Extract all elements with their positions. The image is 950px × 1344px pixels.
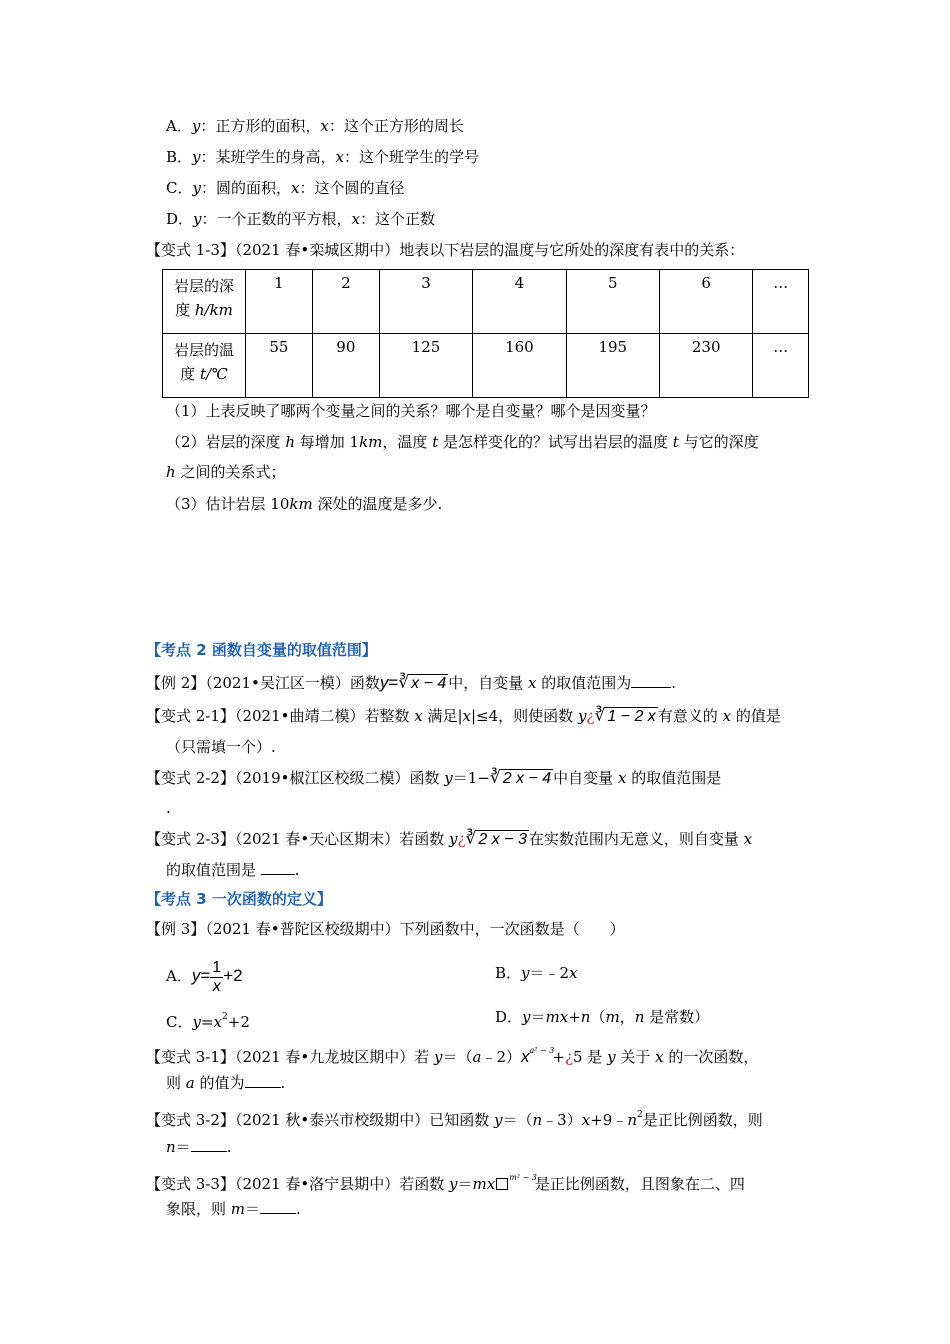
text-run: （2021 春•天心区期末）若函数 bbox=[234, 830, 449, 848]
text-run: mx bbox=[472, 1175, 496, 1193]
text-run: t bbox=[672, 433, 679, 451]
text-run: x bbox=[569, 964, 578, 982]
text-run: h/km bbox=[194, 301, 233, 319]
option-label: D． bbox=[166, 210, 194, 228]
text-run: 的值是 bbox=[731, 707, 781, 725]
text-run: y bbox=[379, 673, 389, 692]
text-run: n bbox=[532, 1111, 543, 1129]
text-run: y bbox=[577, 707, 587, 725]
text-run: x bbox=[722, 707, 732, 725]
variant-3-3-cont bbox=[166, 1199, 301, 1219]
option-text: ：圆的面积， bbox=[200, 179, 291, 197]
text-run: ＝ bbox=[530, 1008, 546, 1026]
answer-blank[interactable] bbox=[191, 1151, 227, 1152]
text-run: n bbox=[634, 1008, 645, 1026]
text-run: 的取值范围为 bbox=[536, 674, 632, 692]
variant-3-1 bbox=[146, 1041, 758, 1067]
sub-question-2-cont bbox=[166, 462, 285, 482]
text-run: （2）岩层的深度 bbox=[166, 433, 286, 451]
text-run: 度 bbox=[175, 301, 195, 319]
text-run: ¿ bbox=[457, 830, 466, 848]
text-run: t/℃ bbox=[199, 365, 228, 383]
text-run: y bbox=[607, 1048, 616, 1066]
variant-2-1 bbox=[146, 706, 781, 726]
option-text: ：这个正方形的周长 bbox=[328, 117, 464, 135]
text-run: y bbox=[449, 1175, 458, 1193]
text-run: 是正比例函数，则 bbox=[642, 1111, 763, 1129]
text-run: 是常数） bbox=[644, 1008, 710, 1026]
variant-2-1-cont: （只需填一个）. bbox=[166, 738, 276, 756]
text-run: 是怎样变化的？试写出岩层的温度 bbox=[438, 433, 673, 451]
text-run: 满足| bbox=[422, 707, 463, 725]
option-a bbox=[166, 116, 464, 136]
text-run: 有意义的 bbox=[657, 707, 723, 725]
text-run: +9﹣ bbox=[590, 1111, 628, 1129]
row-header-depth bbox=[163, 270, 246, 334]
text-run: 每增加 1 bbox=[294, 433, 360, 451]
option-text: ：这个班学生的学号 bbox=[344, 148, 480, 166]
text-run: ， bbox=[619, 1008, 635, 1026]
table-cell: 4 bbox=[473, 270, 566, 334]
text-run: 的值为 bbox=[194, 1074, 245, 1092]
text-run: . bbox=[294, 861, 300, 879]
text-run: km bbox=[289, 495, 313, 513]
variant-3-2-cont bbox=[166, 1137, 231, 1157]
text-run: ＝ bbox=[245, 1200, 261, 1218]
text-run: 的取值范围是 bbox=[626, 769, 722, 787]
text-run: 1 bbox=[212, 958, 222, 976]
text-run: ＝ bbox=[457, 1175, 473, 1193]
text-run: 象限，则 bbox=[166, 1200, 231, 1218]
var: y bbox=[192, 148, 201, 166]
variant-2-2 bbox=[146, 768, 721, 788]
text-run: x bbox=[617, 769, 627, 787]
text-run: a² − 3 bbox=[529, 1046, 555, 1055]
var: y bbox=[192, 179, 201, 197]
text-run: y bbox=[522, 1008, 531, 1026]
text-run: ＝（ bbox=[442, 1048, 473, 1066]
symbol: ∛ bbox=[465, 829, 477, 848]
text-run: km bbox=[359, 433, 383, 451]
row-header-temperature bbox=[163, 334, 246, 398]
answer-blank[interactable] bbox=[260, 1213, 296, 1214]
variant-2-2-cont: . bbox=[166, 799, 171, 817]
text-run: mx bbox=[545, 1008, 569, 1026]
option-label: C． bbox=[166, 179, 193, 197]
text-run: ﹣2） bbox=[481, 1048, 521, 1066]
question-text: （2021 春•栾城区期中）地表以下岩层的温度与它所处的深度有表中的关系： bbox=[234, 241, 745, 259]
text-run: + bbox=[568, 1008, 581, 1026]
text-run: 5 是 bbox=[572, 1048, 608, 1066]
sub-question-1: （1）上表反映了哪两个变量之间的关系？哪个是自变量？哪个是因变量？ bbox=[166, 402, 656, 420]
text-run: ＝ bbox=[175, 1138, 191, 1156]
text-run: 度 bbox=[180, 365, 200, 383]
ex3-option-a bbox=[166, 958, 243, 996]
ex3-option-d bbox=[495, 1007, 709, 1027]
text-run: （3）估计岩层 10 bbox=[166, 495, 290, 513]
text-run: （2021 春•洛宁县期中）若函数 bbox=[234, 1175, 449, 1193]
variant-1-3-stem bbox=[146, 240, 744, 260]
text-run: y bbox=[434, 1048, 443, 1066]
text-run: 岩层的深 bbox=[173, 277, 234, 295]
text-run: 【变式 2-2】 bbox=[146, 769, 235, 787]
table-cell: 195 bbox=[566, 334, 659, 398]
text-run: 在实数范围内无意义，则自变量 bbox=[528, 830, 744, 848]
text-run: 则 bbox=[166, 1074, 186, 1092]
table-cell: 230 bbox=[660, 334, 753, 398]
var: x bbox=[320, 117, 329, 135]
text-run: x bbox=[528, 674, 537, 692]
text-run: （2021 春•普陀区校级期中）下列函数中，一次函数是（ ） bbox=[205, 920, 625, 938]
table-row bbox=[163, 270, 809, 334]
ex3-option-c bbox=[166, 1007, 250, 1032]
table-cell: … bbox=[753, 334, 809, 398]
table-cell: 2 bbox=[312, 270, 379, 334]
variant-2-3 bbox=[146, 829, 752, 849]
answer-blank[interactable] bbox=[245, 1087, 281, 1088]
example-2 bbox=[146, 673, 676, 693]
fraction bbox=[210, 959, 223, 996]
text-run: t bbox=[432, 433, 439, 451]
text-run: h bbox=[285, 433, 295, 451]
text-run: 【变式 3-3】 bbox=[146, 1175, 235, 1193]
text-run: m bbox=[230, 1200, 246, 1218]
text-run: （2019•椒江区校级二模）函数 bbox=[234, 769, 445, 787]
radicand: 2 x − 4 bbox=[502, 770, 552, 787]
text-run: B． bbox=[495, 964, 522, 982]
sub-question-3 bbox=[166, 494, 442, 514]
text-run: x bbox=[521, 1047, 530, 1066]
text-run: 中自变量 bbox=[553, 769, 618, 787]
option-text: ：某班学生的身高， bbox=[200, 148, 336, 166]
text-run: y bbox=[494, 1111, 503, 1129]
text-run: 【变式 3-2】 bbox=[146, 1111, 235, 1129]
text-run: ¿ bbox=[586, 707, 595, 725]
option-c bbox=[166, 178, 404, 198]
text-run: 【例 3】 bbox=[146, 920, 206, 938]
radicand: x − 4 bbox=[411, 675, 447, 692]
text-run: ＝1− bbox=[452, 769, 490, 787]
option-text: ：一个正数的平方根， bbox=[201, 210, 352, 228]
text-run: y bbox=[444, 769, 453, 787]
symbol: ∛ bbox=[594, 706, 606, 725]
text-run: 【例 2】 bbox=[146, 674, 206, 692]
text-run: （2021 秋•泰兴市校级期中）已知函数 bbox=[234, 1111, 494, 1129]
var: x bbox=[351, 210, 360, 228]
text-run: = bbox=[200, 1013, 214, 1031]
var: x bbox=[290, 179, 300, 197]
table-cell: … bbox=[753, 270, 809, 334]
section-title-kd3: 【考点 3 一次函数的定义】 bbox=[146, 890, 332, 908]
answer-blank[interactable] bbox=[261, 874, 295, 875]
text-run: （ bbox=[590, 1008, 606, 1026]
table-cell: 5 bbox=[566, 270, 659, 334]
option-b bbox=[166, 147, 479, 167]
text-run: h bbox=[166, 463, 176, 481]
table-cell: 160 bbox=[473, 334, 566, 398]
variant-2-3-cont bbox=[166, 860, 300, 880]
text-run: （2021•吴江区一模）函数 bbox=[205, 674, 380, 692]
text-run: （2021•曲靖二模）若整数 bbox=[234, 707, 415, 725]
text-run: . bbox=[296, 1200, 301, 1218]
depth-temperature-table bbox=[162, 269, 809, 398]
text-run: n bbox=[627, 1111, 637, 1129]
text-run: 岩层的温 bbox=[173, 341, 234, 359]
text-run: x bbox=[213, 1013, 223, 1031]
placeholder-box-icon bbox=[496, 1178, 508, 1190]
symbol: ∛ bbox=[398, 673, 410, 692]
text-run: x bbox=[414, 707, 423, 725]
text-run: 之间的关系式； bbox=[175, 463, 286, 481]
text-run: （2021 春•九龙坡区期中）若 bbox=[234, 1048, 434, 1066]
text-run: A． bbox=[166, 967, 192, 985]
table-row bbox=[163, 334, 809, 398]
text-run: m² − 3 bbox=[509, 1173, 537, 1182]
text-run: . bbox=[280, 1074, 286, 1092]
section-title-kd2: 【考点 2 函数自变量的取值范围】 bbox=[146, 641, 377, 659]
text-run: ，温度 bbox=[382, 433, 433, 451]
variant-3-1-cont bbox=[166, 1073, 285, 1093]
text-run: 2 bbox=[636, 1110, 643, 1120]
text-run: ＝﹣2 bbox=[529, 964, 570, 982]
text-run: 2 bbox=[222, 1012, 228, 1022]
var: y bbox=[193, 210, 202, 228]
var: x bbox=[335, 148, 344, 166]
question-tag: 【变式 1-3】 bbox=[146, 241, 235, 259]
table-cell: 6 bbox=[660, 270, 753, 334]
table-cell: 125 bbox=[379, 334, 472, 398]
text-run: 与它的深度 bbox=[678, 433, 759, 451]
text-run: C． bbox=[166, 1013, 193, 1031]
text-run: 中，自变量 bbox=[448, 674, 529, 692]
answer-blank[interactable] bbox=[631, 687, 671, 688]
ex3-option-b bbox=[495, 963, 578, 983]
text-run: m bbox=[605, 1008, 620, 1026]
text-run: y bbox=[192, 1013, 201, 1031]
option-d bbox=[166, 209, 435, 229]
text-run: . bbox=[671, 674, 677, 692]
variant-3-3 bbox=[146, 1168, 745, 1194]
text-run: |≤4，则使函数 bbox=[471, 707, 578, 725]
text-run: a bbox=[472, 1048, 482, 1066]
option-text: ：正方形的面积， bbox=[200, 117, 321, 135]
table-cell: 3 bbox=[379, 270, 472, 334]
text-run: + bbox=[552, 1048, 565, 1066]
radicand: 2 x − 3 bbox=[478, 831, 527, 848]
text-run: +2 bbox=[223, 966, 243, 985]
text-run: ﹣3） bbox=[542, 1111, 582, 1129]
text-run: x bbox=[212, 977, 221, 995]
text-run: 【变式 2-3】 bbox=[146, 830, 235, 848]
radicand: 1 − 2 x bbox=[607, 708, 656, 725]
text-run: x bbox=[743, 830, 753, 848]
text-run: D． bbox=[495, 1008, 523, 1026]
text-run: 深处的温度是多少. bbox=[312, 495, 443, 513]
table-cell: 1 bbox=[246, 270, 313, 334]
text-run: 【变式 2-1】 bbox=[146, 707, 235, 725]
example-3 bbox=[146, 919, 625, 939]
text-run: . bbox=[226, 1138, 232, 1156]
text-run: n bbox=[166, 1138, 176, 1156]
text-run: y bbox=[521, 964, 530, 982]
option-label: A． bbox=[166, 117, 192, 135]
text-run: n bbox=[580, 1008, 591, 1026]
text-run: x bbox=[462, 707, 471, 725]
text-run: x bbox=[581, 1111, 591, 1129]
text-run: 关于 bbox=[615, 1048, 656, 1066]
option-text: ：这个正数 bbox=[360, 210, 436, 228]
table-cell: 90 bbox=[312, 334, 379, 398]
text-run: ¿ bbox=[564, 1048, 573, 1066]
text-run: 的取值范围是 bbox=[166, 861, 261, 879]
option-label: B． bbox=[166, 148, 193, 166]
table-cell: 55 bbox=[246, 334, 313, 398]
text-run: 的一次函数， bbox=[663, 1048, 759, 1066]
text-run: x bbox=[655, 1048, 664, 1066]
text-run: y bbox=[191, 966, 201, 985]
text-run: a bbox=[185, 1074, 195, 1092]
variant-3-2 bbox=[146, 1105, 763, 1130]
text-run: = bbox=[388, 673, 399, 692]
text-run: 【变式 3-1】 bbox=[146, 1048, 235, 1066]
text-run: +2 bbox=[227, 1013, 250, 1031]
var: y bbox=[191, 117, 201, 135]
text-run: = bbox=[200, 966, 211, 985]
option-text: ：这个圆的直径 bbox=[299, 179, 405, 197]
text-run: ＝（ bbox=[502, 1111, 533, 1129]
symbol: ∛ bbox=[489, 768, 501, 787]
sub-question-2 bbox=[166, 432, 759, 452]
text-run: y bbox=[449, 830, 458, 848]
text-run: 是正比例函数，且图象在二、四 bbox=[534, 1175, 745, 1193]
